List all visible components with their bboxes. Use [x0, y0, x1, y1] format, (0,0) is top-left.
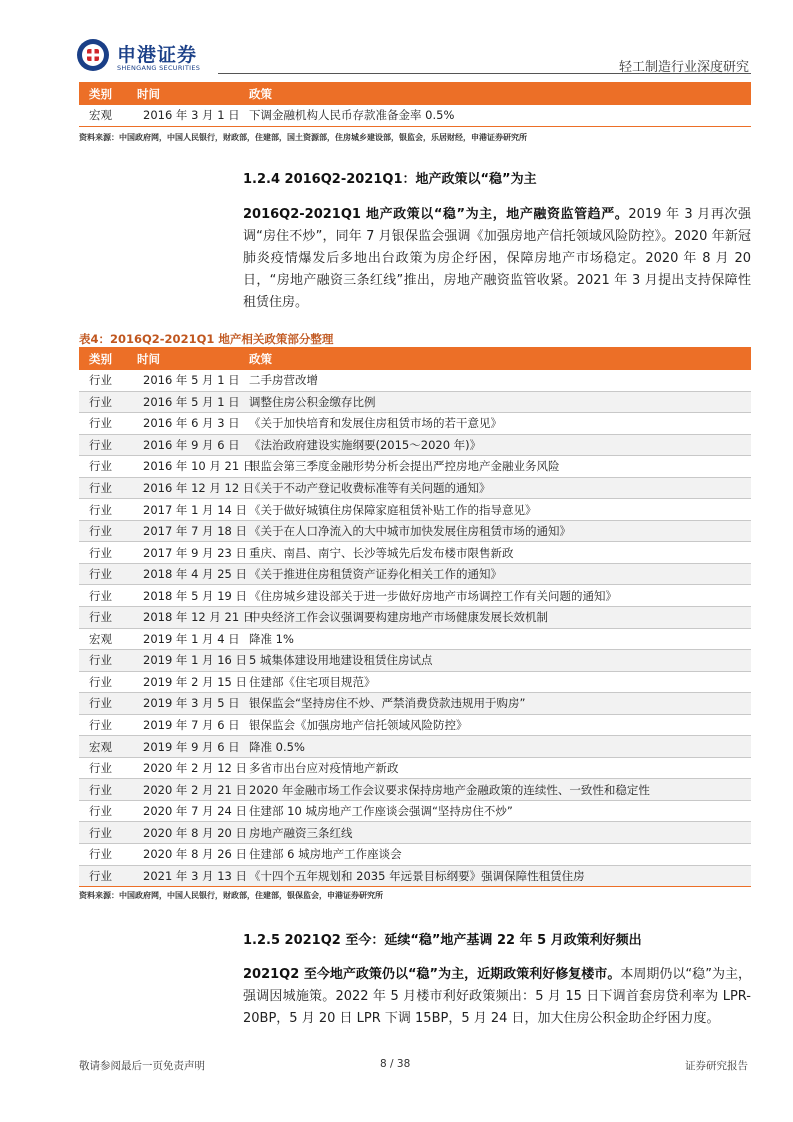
section-heading: 1.2.5 2021Q2 至今：延续“稳”地产基调 22 年 5 月政策利好频出 — [243, 933, 642, 948]
policy-cell: 二手房营改增 — [239, 370, 751, 391]
date-cell: 2016 年 9 月 6 日 — [127, 434, 239, 456]
column-header: 时间 — [127, 347, 239, 370]
policy-cell: 5 城集体建设用地建设租赁住房试点 — [239, 650, 751, 672]
column-header: 类别 — [79, 347, 127, 370]
logo-subtext: SHENGANG SECURITIES — [117, 64, 201, 72]
policy-cell: 多省市出台应对疫情地产新政 — [239, 757, 751, 779]
date-cell: 2017 年 7 月 18 日 — [127, 520, 239, 542]
table-row — [79, 391, 751, 413]
date-cell: 2019 年 7 月 6 日 — [127, 714, 239, 736]
category-cell: 行业 — [79, 477, 127, 499]
table-row — [79, 370, 751, 391]
policy-cell: 《法治政府建设实施纲要(2015～2020 年)》 — [239, 434, 751, 456]
date-cell: 2019 年 3 月 5 日 — [127, 693, 239, 715]
category-cell: 行业 — [79, 693, 127, 715]
date-cell: 2020 年 2 月 21 日 — [127, 779, 239, 801]
table-row — [79, 434, 751, 456]
table-row — [79, 499, 751, 521]
policy-cell: 2020 年金融市场工作会议要求保持房地产金融政策的连续性、一致性和稳定性 — [239, 779, 751, 801]
category-cell: 行业 — [79, 844, 127, 866]
table-row — [79, 650, 751, 672]
section-paragraph — [243, 204, 751, 314]
table-row — [79, 714, 751, 736]
table-row — [79, 822, 751, 844]
section-heading: 1.2.4 2016Q2-2021Q1：地产政策以“稳”为主 — [243, 172, 537, 187]
policy-cell: 《十四个五年规划和 2035 年远景目标纲要》强调保障性租赁住房 — [239, 865, 751, 887]
logo-text: 申港证券 — [117, 44, 198, 66]
table-row — [79, 736, 751, 758]
policy-cell: 下调金融机构人民币存款准备金率 0.5% — [239, 105, 751, 126]
policy-cell: 住建部《住宅项目规范》 — [239, 671, 751, 693]
date-cell: 2020 年 7 月 24 日 — [127, 800, 239, 822]
table-row — [79, 865, 751, 887]
policy-cell: 降准 1% — [239, 628, 751, 650]
date-cell: 2016 年 5 月 1 日 — [127, 370, 239, 391]
date-cell: 2016 年 6 月 3 日 — [127, 413, 239, 435]
category-cell: 行业 — [79, 800, 127, 822]
date-cell: 2020 年 8 月 20 日 — [127, 822, 239, 844]
policy-cell: 《关于不动产登记收费标准等有关问题的通知》 — [239, 477, 751, 499]
page-number: 8 / 38 — [380, 1058, 411, 1070]
date-cell: 2019 年 1 月 4 日 — [127, 628, 239, 650]
table-row — [79, 520, 751, 542]
category-cell: 行业 — [79, 714, 127, 736]
policy-cell: 银保监会《加强房地产信托领域风险防控》 — [239, 714, 751, 736]
table-row — [79, 542, 751, 564]
table-row — [79, 628, 751, 650]
table-row — [79, 563, 751, 585]
table-row — [79, 693, 751, 715]
paragraph-body: 本周期仍以“稳”为主，强调因城施策。2022 年 5 月楼市利好政策频出：5 月 15 日下调首套房贷利率为 LPR-20BP，5 月 20 日 LPR 下调 15BP，5 月 24 日，加大住房公积金助企纾困力度。 — [243, 967, 751, 1026]
table-source: 资料来源：中国政府网，中国人民银行，财政部，住建部，国土资源部，住房城乡建设部，银监会，乐居财经，申港证券研究所 — [79, 133, 527, 142]
category-cell: 行业 — [79, 542, 127, 564]
category-cell: 行业 — [79, 391, 127, 413]
category-cell: 行业 — [79, 585, 127, 607]
category-cell: 行业 — [79, 650, 127, 672]
category-cell: 行业 — [79, 822, 127, 844]
date-cell: 2018 年 4 月 25 日 — [127, 563, 239, 585]
table-row — [79, 413, 751, 435]
footer-report-label: 证券研究报告 — [685, 1060, 748, 1072]
date-cell: 2021 年 3 月 13 日 — [127, 865, 239, 887]
table-row — [79, 105, 751, 126]
policy-cell: 《关于做好城镇住房保障家庭租赁补贴工作的指导意见》 — [239, 499, 751, 521]
date-cell: 2016 年 3 月 1 日 — [127, 105, 239, 126]
policy-cell: 《住房城乡建设部关于进一步做好房地产市场调控工作有关问题的通知》 — [239, 585, 751, 607]
column-header: 类别 — [79, 82, 127, 105]
table-source: 资料来源：中国政府网，中国人民银行，财政部，住建部，银保监会，申港证券研究所 — [79, 891, 383, 900]
paragraph-body: 2019 年 3 月再次强调“房住不炒”，同年 7 月银保监会强调《加强房地产信托领域风险防控》。2020 年新冠肺炎疫情爆发后多地出台政策为房企纾困，保障房地产市场稳定。2020 年 8 月 20 日，“房地产融资三条红线”推出，房地产融资监管收紧。2021 年 3 月提出支持保障性租赁住房。 — [243, 207, 751, 310]
date-cell: 2019 年 1 月 16 日 — [127, 650, 239, 672]
table-row — [79, 779, 751, 801]
table-row — [79, 456, 751, 478]
table-row — [79, 844, 751, 866]
table-row — [79, 671, 751, 693]
policy-cell: 中央经济工作会议强调要构建房地产市场健康发展长效机制 — [239, 607, 751, 629]
table-row — [79, 477, 751, 499]
category-cell: 行业 — [79, 499, 127, 521]
date-cell: 2016 年 5 月 1 日 — [127, 391, 239, 413]
column-header: 时间 — [127, 82, 239, 105]
date-cell: 2016 年 10 月 21 日 — [127, 456, 239, 478]
table-title: 表4：2016Q2-2021Q1 地产相关政策部分整理 — [79, 332, 334, 346]
policy-cell: 住建部 10 城房地产工作座谈会强调“坚持房住不炒” — [239, 800, 751, 822]
policy-cell: 银监会第三季度金融形势分析会提出严控房地产金融业务风险 — [239, 456, 751, 478]
date-cell: 2017 年 1 月 14 日 — [127, 499, 239, 521]
date-cell: 2019 年 2 月 15 日 — [127, 671, 239, 693]
table-row — [79, 757, 751, 779]
logo-icon — [76, 38, 110, 72]
table-row — [79, 800, 751, 822]
category-cell: 行业 — [79, 370, 127, 391]
category-cell: 行业 — [79, 607, 127, 629]
report-type: 轻工制造行业深度研究 — [618, 60, 749, 75]
category-cell: 宏观 — [79, 736, 127, 758]
category-cell: 行业 — [79, 671, 127, 693]
table-row — [79, 607, 751, 629]
policy-cell: 重庆、南昌、南宁、长沙等城先后发布楼市限售新政 — [239, 542, 751, 564]
policy-cell: 银保监会“坚持房住不炒、严禁消费贷款违规用于购房” — [239, 693, 751, 715]
policy-cell: 住建部 6 城房地产工作座谈会 — [239, 844, 751, 866]
policy-cell: 《关于加快培育和发展住房租赁市场的若干意见》 — [239, 413, 751, 435]
category-cell: 行业 — [79, 779, 127, 801]
date-cell: 2016 年 12 月 12 日 — [127, 477, 239, 499]
paragraph-lead: 2016Q2-2021Q1 地产政策以“稳”为主，地产融资监管趋严。 — [243, 207, 629, 222]
category-cell: 行业 — [79, 865, 127, 887]
date-cell: 2018 年 5 月 19 日 — [127, 585, 239, 607]
date-cell: 2019 年 9 月 6 日 — [127, 736, 239, 758]
policy-cell: 调整住房公积金缴存比例 — [239, 391, 751, 413]
date-cell: 2020 年 8 月 26 日 — [127, 844, 239, 866]
category-cell: 宏观 — [79, 628, 127, 650]
date-cell: 2020 年 2 月 12 日 — [127, 757, 239, 779]
column-header: 政策 — [239, 82, 751, 105]
policy-cell: 房地产融资三条红线 — [239, 822, 751, 844]
footer-disclaimer: 敬请参阅最后一页免责声明 — [79, 1060, 205, 1072]
category-cell: 行业 — [79, 563, 127, 585]
section-paragraph — [243, 964, 751, 1030]
category-cell: 行业 — [79, 757, 127, 779]
date-cell: 2018 年 12 月 21 日 — [127, 607, 239, 629]
date-cell: 2017 年 9 月 23 日 — [127, 542, 239, 564]
column-header: 政策 — [239, 347, 751, 370]
policy-cell: 《关于推进住房租赁资产证券化相关工作的通知》 — [239, 563, 751, 585]
table-row — [79, 585, 751, 607]
policy-table-continued — [79, 82, 751, 127]
category-cell: 宏观 — [79, 105, 127, 126]
category-cell: 行业 — [79, 520, 127, 542]
category-cell: 行业 — [79, 456, 127, 478]
category-cell: 行业 — [79, 434, 127, 456]
policy-cell: 《关于在人口净流入的大中城市加快发展住房租赁市场的通知》 — [239, 520, 751, 542]
paragraph-lead: 2021Q2 至今地产政策仍以“稳”为主，近期政策利好修复楼市。 — [243, 967, 621, 982]
policy-table — [79, 347, 751, 887]
policy-cell: 降准 0.5% — [239, 736, 751, 758]
category-cell: 行业 — [79, 413, 127, 435]
